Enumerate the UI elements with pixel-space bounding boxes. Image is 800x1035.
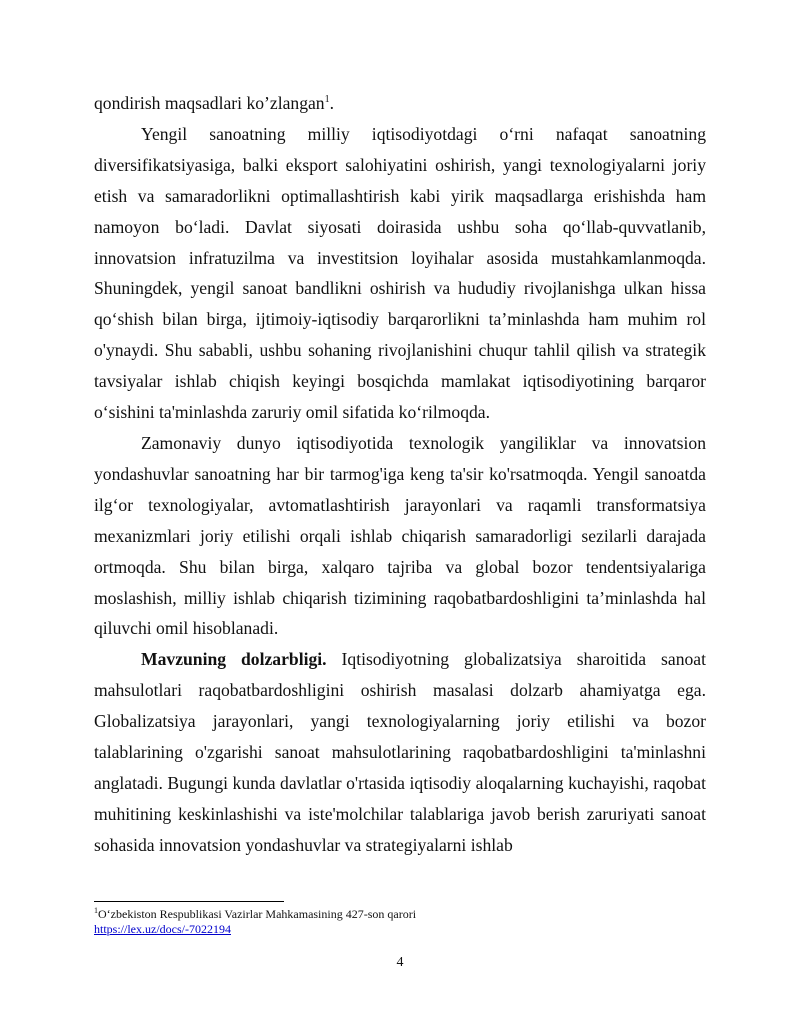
paragraph-modern-economy: Zamonaviy dunyo iqtisodiyotida texnologik yangiliklar va innovatsion yondashuvlar sanoatning har bir tarmog'iga keng ta'sir ko'rsatmoqda. Yengil sanoatda ilg‘or texnologiyalar, avtomatlashtirish jarayonlari va raqamli transformatsiya mexanizmlari joriy etilishi orqali ishlab chiqarish samaradorligi sezilarli darajada ortmoqda. Shu bilan birga, xalqaro tajriba va global bozor tendentsiyalariga moslashish, milliy ishlab chiqarish tizimining raqobatbardoshligini ta’minlashda hal qiluvchi omil hisoblanadi. xyxy=(94,432,706,639)
page-number: 4 xyxy=(396,955,404,970)
footnote-link-line xyxy=(94,922,706,937)
paragraph-topic-relevance xyxy=(94,644,706,860)
footnote-link[interactable]: https://lex.uz/docs/-7022194 xyxy=(94,922,231,936)
paragraph-light-industry-role: Yengil sanoatning milliy iqtisodiyotdagi o‘rni nafaqat sanoatning diversifikatsiyasiga, balki eksport salohiyatini oshirish, yangi texnologiyalarni joriy etish va samaradorlikni optimallashtirish kabi yirik maqsadlarga erishishda ham namoyon bo‘ladi. Davlat siyosati doirasida ushbu soha qo‘llab-quvvatlanib, innovatsion infratuzilma va investitsion loyihalar asosida mustahkamlanmoqda. Shuningdek, yengil sanoat bandlikni oshirish va hududiy rivojlanishga ulkan hissa qo‘shish bilan birga, ijtimoiy-iqtisodiy barqarorlikni ta’minlashda ham muhim rol o'ynaydi. Shu sababli, ushbu sohaning rivojlanishini chuqur tahlil qilish va strategik tavsiyalar ishlab chiqish keyingi bosqichda mamlakat iqtisodiyotining barqaror o‘sishini ta'minlashda zaruriy omil sifatida ko‘rilmoqda. xyxy=(94,123,706,423)
document-body xyxy=(94,88,706,861)
paragraph-text: qondirish maqsadlari ko’zlangan xyxy=(94,93,325,113)
footnote-divider xyxy=(94,901,284,902)
footnote-marker: 1 xyxy=(94,906,98,915)
footnote-text: O‘zbekiston Respublikasi Vazirlar Mahkamasining 427-son qarori xyxy=(98,907,417,921)
paragraph-tail: . xyxy=(329,93,335,113)
footnote xyxy=(94,907,706,937)
footnote-reference[interactable]: 1 xyxy=(324,94,330,106)
paragraph-text: Iqtisodiyotning globalizatsiya sharoitida sanoat mahsulotlari raqobatbardoshligini oshirish masalasi dolzarb ahamiyatga ega. Globalizatsiya jarayonlari, yangi texnologiyalarning joriy etilishi va bozor talablarining o'zgarishi sanoat mahsulotlarining raqobatbardoshligini ta'minlashni anglatadi. Bugungi kunda davlatlar o'rtasida iqtisodiy aloqalarning kuchayishi, raqobat muhitining keskinlashishi va iste'molchilar talablariga javob berish zaruriyati sanoat sohasida innovatsion yondashuvlar va strategiyalarni ishlab xyxy=(94,649,707,855)
paragraph-continuation xyxy=(94,88,706,119)
paragraph-lead-heading: Mavzuning dolzarbligi. xyxy=(141,649,327,670)
footnote-line xyxy=(94,907,706,922)
